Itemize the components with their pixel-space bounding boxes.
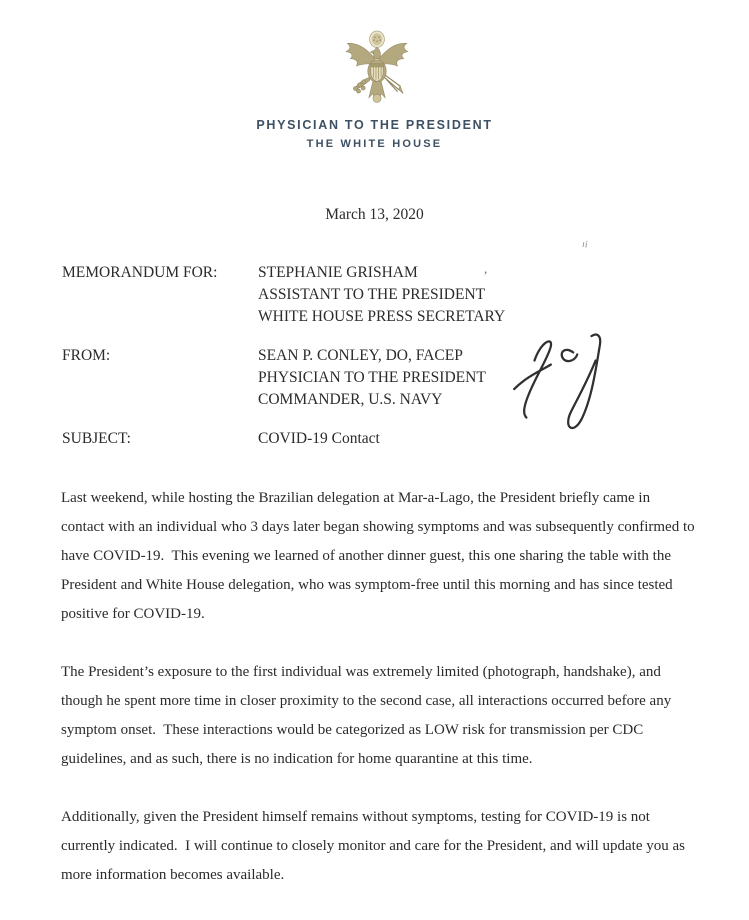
field-values bbox=[258, 345, 486, 411]
letterhead-subtitle: THE WHITE HOUSE bbox=[306, 138, 443, 150]
recipient-title-1: ASSISTANT TO THE PRESIDENT bbox=[258, 286, 486, 303]
letterhead-title: PHYSICIAN TO THE PRESIDENT bbox=[256, 118, 493, 132]
memo-field-recipient bbox=[62, 262, 699, 328]
field-label-from: FROM: bbox=[62, 347, 111, 364]
recipient-title-2: WHITE HOUSE PRESS SECRETARY bbox=[258, 308, 506, 325]
recipient-name: STEPHANIE GRISHAM bbox=[258, 264, 418, 281]
date-line: March 13, 2020 bbox=[325, 206, 424, 223]
subject-text: COVID-19 Contact bbox=[258, 430, 380, 447]
handwritten-signature-icon bbox=[506, 330, 618, 444]
paragraph-exposure-events: Last weekend, while hosting the Brazilian delegation at Mar-a-Lago, the President briefly came in contact with an individual who 3 days later began showing symptoms and was subsequently confirmed to have COVID-19. This evening we learned of another dinner guest, this one sharing the table with the President and White House delegation, who was symptom-free until this morning and has since tested positive for COVID-19. bbox=[61, 490, 699, 622]
memo-body bbox=[61, 484, 697, 919]
paragraph-risk-assessment: The President’s exposure to the first individual was extremely limited (photograph, handshake), and though he spent more time in closer proximity to the second case, all interactions occurred before any symptom onset. These interactions would be categorized as LOW risk for transmission per CDC guidelines, and as such, there is no indication for home quarantine at this time. bbox=[61, 664, 675, 767]
presidential-eagle-seal-icon bbox=[345, 30, 409, 106]
sender-title-1: PHYSICIAN TO THE PRESIDENT bbox=[258, 369, 486, 386]
paragraph-testing-status: Additionally, given the President himself remains without symptoms, testing for COVID-19 is not currently indicated. I will continue to closely monitor and care for the President, and will update you as more information becomes available. bbox=[61, 809, 689, 883]
sender-name: SEAN P. CONLEY, DO, FACEP bbox=[258, 347, 463, 364]
field-label-subject: SUBJECT: bbox=[62, 430, 131, 447]
scan-artifact-tick: ıi bbox=[581, 238, 589, 251]
sender-title-2: COMMANDER, U.S. NAVY bbox=[258, 391, 443, 408]
field-values bbox=[258, 428, 380, 450]
field-label-memorandum-for: MEMORANDUM FOR: bbox=[62, 264, 218, 281]
field-values bbox=[258, 262, 505, 328]
scan-artifact-comma: , bbox=[484, 261, 488, 276]
